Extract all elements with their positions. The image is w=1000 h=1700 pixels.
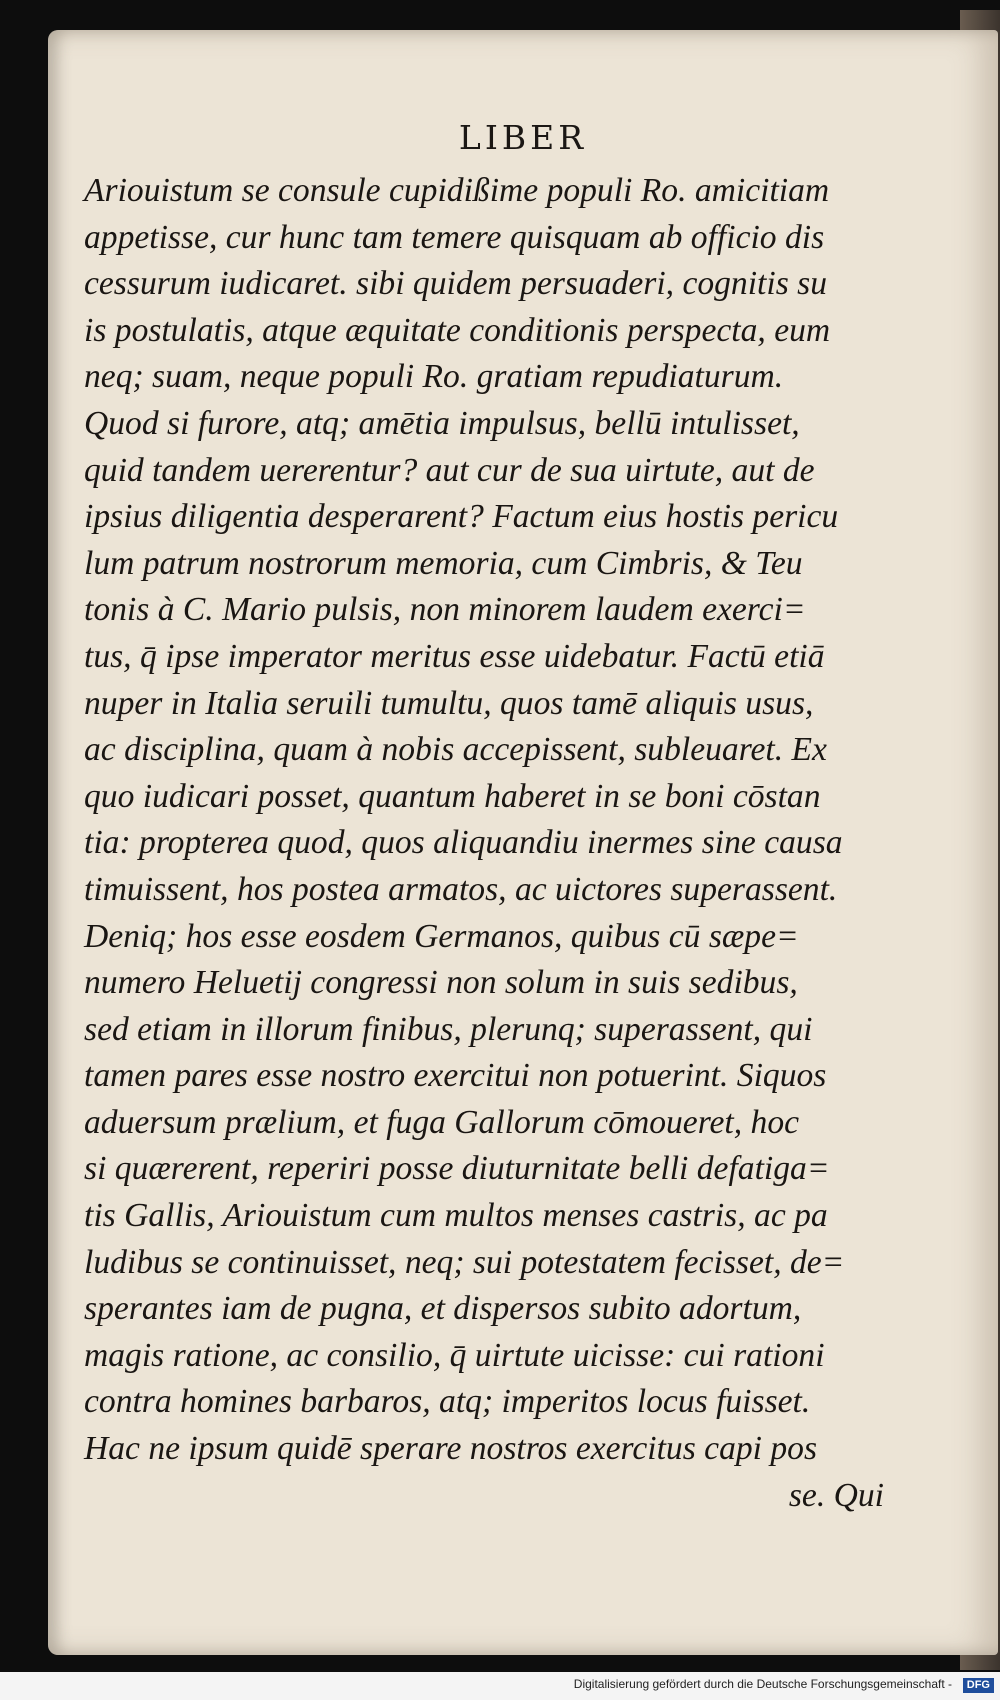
- text-line: tia: propterea quod, quos aliquandiu inermes sine causa: [84, 824, 843, 862]
- book-page: [48, 30, 998, 1655]
- text-line: numero Heluetij congressi non solum in suis sedibus,: [84, 964, 798, 1002]
- text-line: tus, q̄ ipse imperator meritus esse uidebatur. Factū etiā: [84, 637, 825, 675]
- text-line: appetisse, cur hunc tam temere quisquam ab officio dis: [84, 218, 825, 256]
- text-line: neq; suam, neque populi Ro. gratiam repudiaturum.: [84, 358, 784, 396]
- running-header: LIBER: [458, 118, 588, 157]
- text-line: cessurum iudicaret. sibi quidem persuaderi, cognitis su: [84, 265, 828, 303]
- text-line: quo iudicari posset, quantum haberet in se boni cōstan: [84, 777, 821, 815]
- page-body: [84, 168, 924, 1519]
- text-line: Hac ne ipsum quidē sperare nostros exercitus capi pos: [84, 1430, 818, 1468]
- text-line: tamen pares esse nostro exercitui non potuerint. Siquos: [84, 1057, 827, 1095]
- text-line: is postulatis, atque æquitate conditionis perspecta, eum: [84, 311, 831, 349]
- text-line: [84, 168, 924, 215]
- text-line: ac disciplina, quam à nobis accepissent, subleuaret. Ex: [84, 731, 827, 769]
- text-line: quid tandem uererentur? aut cur de sua uirtute, aut de: [84, 451, 815, 489]
- text-line: sed etiam in illorum finibus, plerunq; superassent, qui: [84, 1010, 813, 1048]
- text-line: lum patrum nostrorum memoria, cum Cimbris, & Teu: [84, 544, 803, 582]
- line-text: Ariouistum se consule cupidißime populi Ro. amicitiam: [84, 172, 830, 209]
- text-line: tis Gallis, Ariouistum cum multos menses castris, ac pa: [84, 1197, 828, 1235]
- text-line: contra homines barbaros, atq; imperitos locus fuisset.: [84, 1383, 811, 1421]
- text-line: ludibus se continuisset, neq; sui potestatem fecisset, de=: [84, 1243, 845, 1281]
- footer-bar: [0, 1672, 1000, 1700]
- funding-credit: Digitalisierung gefördert durch die Deutsche Forschungsgemeinschaft -: [573, 1677, 952, 1691]
- text-line: sperantes iam de pugna, et dispersos subito adortum,: [84, 1290, 802, 1328]
- text-line: ipsius diligentia desperarent? Factum eius hostis pericu: [84, 498, 839, 536]
- dfg-logo-icon: DFG: [963, 1678, 994, 1693]
- text-line: magis ratione, ac consilio, q̄ uirtute uicisse: cui rationi: [84, 1336, 825, 1374]
- text-line: si quærerent, reperiri posse diuturnitate belli defatiga=: [84, 1150, 830, 1188]
- text-line: Quod si furore, atq; amētia impulsus, bellū intulisset,: [84, 404, 800, 442]
- text-line: Deniq; hos esse eosdem Germanos, quibus cū sæpe=: [84, 917, 799, 955]
- text-line: timuissent, hos postea armatos, ac uictores superassent.: [84, 870, 838, 908]
- text-line: tonis à C. Mario pulsis, non minorem laudem exerci=: [84, 591, 806, 629]
- catchword: se. Qui: [788, 1476, 884, 1514]
- text-line: aduersum prælium, et fuga Gallorum cōmoueret, hoc: [84, 1103, 800, 1141]
- text-line: nuper in Italia seruili tumultu, quos tamē aliquis usus,: [84, 684, 814, 722]
